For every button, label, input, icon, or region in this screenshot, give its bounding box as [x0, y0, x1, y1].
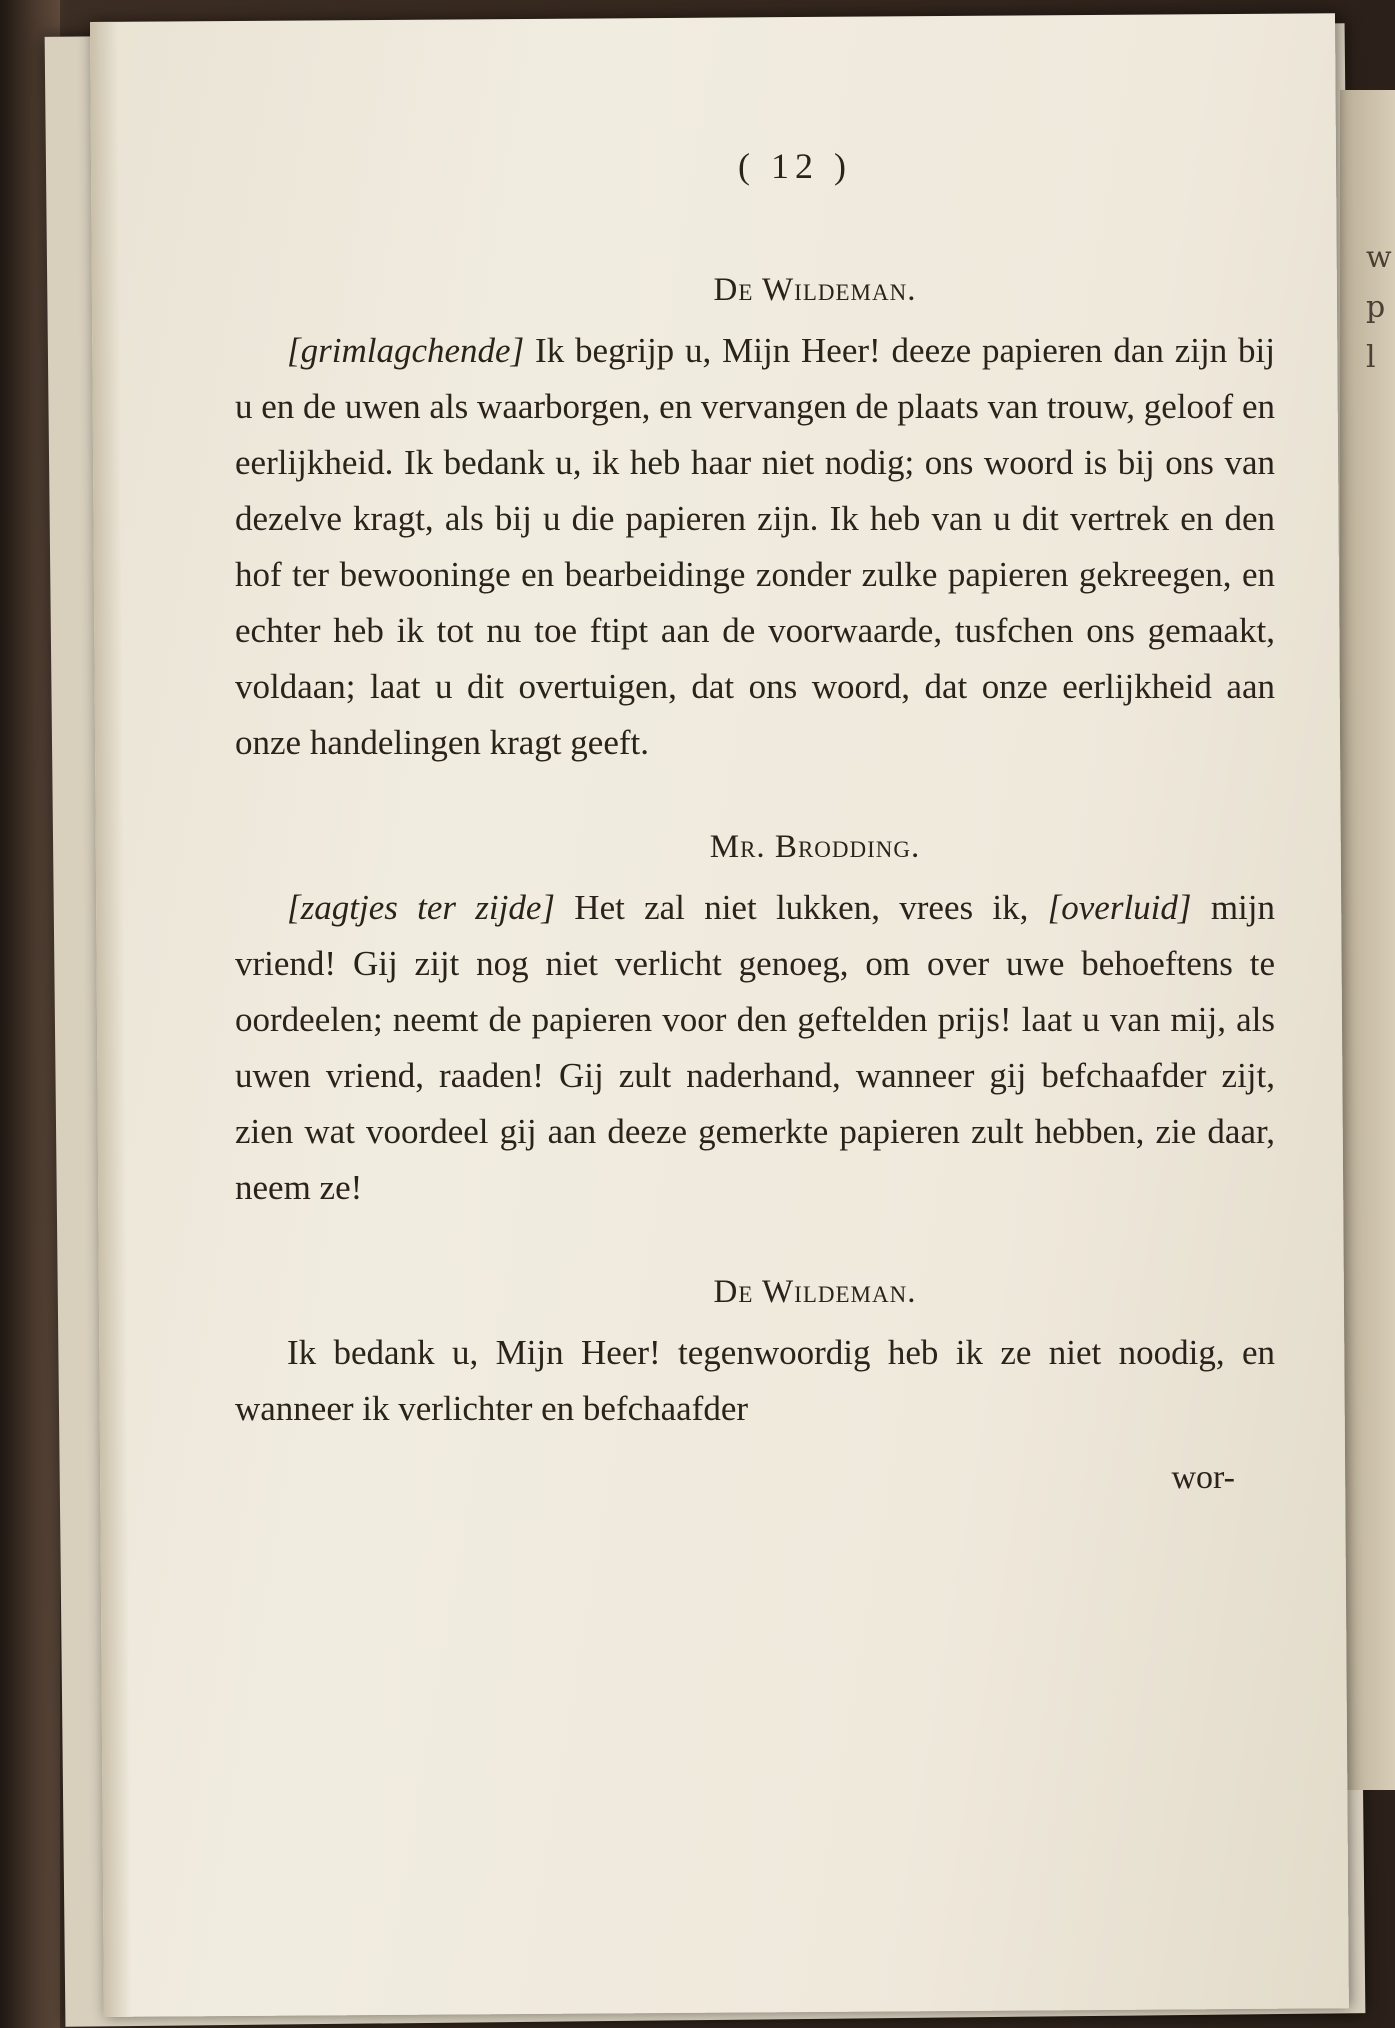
- dialogue-paragraph: [235, 323, 1275, 771]
- speaker-heading: De Wildeman.: [713, 272, 917, 308]
- speaker-heading: Mr. Brodding.: [709, 829, 921, 865]
- catchword: wor-: [1171, 1459, 1235, 1496]
- page-number: ( 12 ): [738, 146, 852, 186]
- dialogue-text: Ik bedank u, Mijn Heer! tegenwoordig heb ik ze niet noodig, en wanneer ik verlichter en befchaafder: [235, 1333, 1275, 1428]
- dialogue-paragraph: [235, 880, 1275, 1216]
- dialogue-text: mijn vriend! Gij zijt nog niet verlicht genoeg, om over uwe behoeftens te oordeelen; neemt de papieren voor den geftelden prijs! laat u van mij, als uwen vriend, raaden! Gij zult naderhand, wanneer gij befchaafder zijt, zien wat voordeel gij aan deeze gemerkte papieren zult hebben, zie daar, neem ze!: [235, 888, 1275, 1207]
- facing-page-letter: l: [1366, 340, 1376, 375]
- speaker-heading: De Wildeman.: [713, 1274, 917, 1310]
- facing-page-letter: w: [1366, 240, 1392, 275]
- dialogue-text: Ik begrijp u, Mijn Heer! deeze papieren dan zijn bij u en de uwen als waarborgen, en vervangen de plaats van trouw, geloof en eerlijkheid. Ik bedank u, ik heb haar niet nodig; ons woord is bij ons van dezelve kragt, als bij u die papieren zijn. Ik heb van u dit vertrek en den hof ter bewooninge en bearbeidinge zonder zulke papieren gekreegen, en echter heb ik tot nu toe ftipt aan de voorwaarde, tusfchen ons gemaakt, voldaan; laat u dit overtuigen, dat ons woord, dat onze eerlijkheid aan onze handelingen kragt geeft.: [235, 331, 1275, 762]
- stage-direction: [grimlagchende]: [287, 331, 525, 370]
- facing-page-letter: p: [1366, 290, 1386, 325]
- stage-direction: [zagtjes ter zijde]: [287, 888, 556, 927]
- stage-direction: [overluid]: [1047, 888, 1192, 927]
- section-gap: [235, 771, 1275, 829]
- facing-page-edge: [1340, 90, 1395, 1790]
- page-text-block: [235, 145, 1275, 1497]
- section-gap: [235, 1216, 1275, 1274]
- dialogue-text: Het zal niet lukken, vrees ik,: [555, 888, 1048, 927]
- dialogue-paragraph: [235, 1325, 1275, 1437]
